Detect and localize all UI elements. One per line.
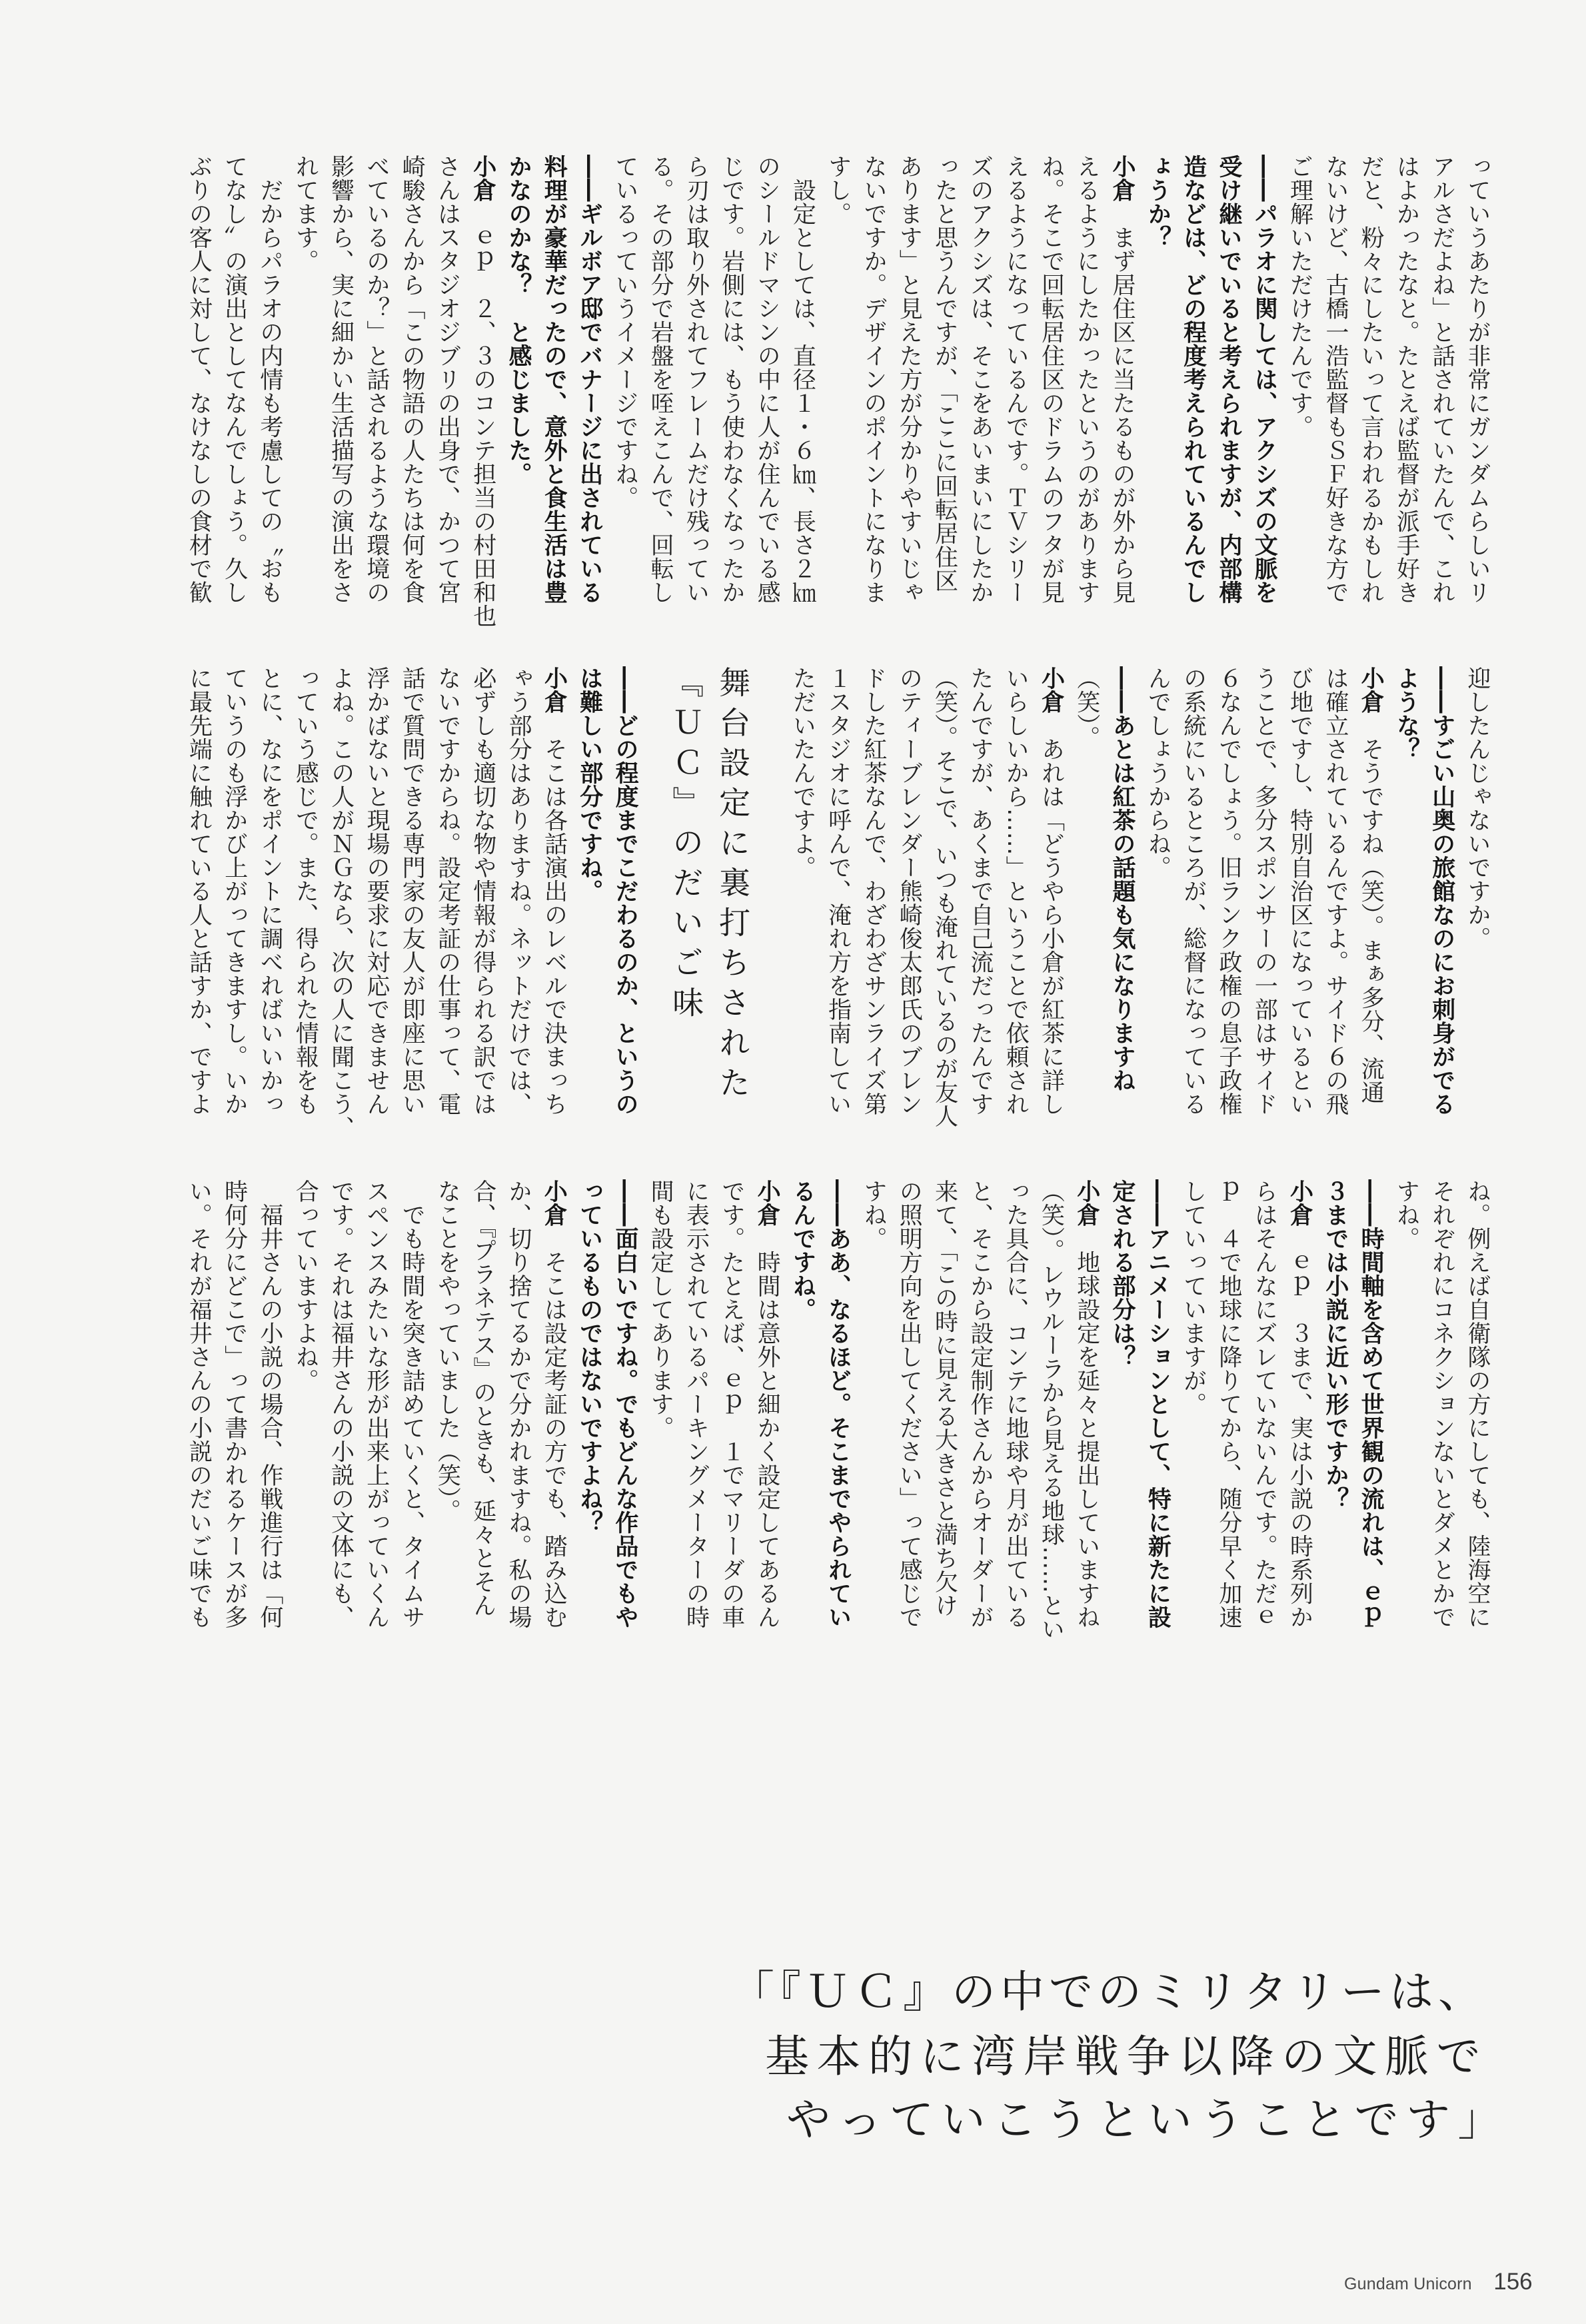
text-column: [252, 155, 287, 605]
text-column: [856, 155, 891, 605]
text-column: [1353, 155, 1388, 605]
text-column: [359, 1179, 394, 1630]
text-column: [359, 666, 394, 1117]
column-text: 受け継いでいると考えられますが、内部構: [1215, 155, 1242, 604]
text-column: [926, 666, 962, 1128]
interviewer-question-column: [1353, 1179, 1388, 1630]
column-text: に表示されているパーキングメーターの時: [682, 1179, 710, 1629]
text-column: [1459, 666, 1495, 1117]
column-text: ３までは小説に近い形ですか？: [1321, 1179, 1349, 1510]
column-text: 合、『プラネテス』のときも、延々とそん: [469, 1179, 496, 1617]
column-text: い。それが福井さんの小説のだいご味でも: [185, 1179, 213, 1629]
column-text: 話で質問できる専門家の友人が即座に思い: [398, 666, 426, 1116]
column-text: っていう感じで。また、得られた情報をも: [292, 666, 319, 1116]
interviewer-question-column: [1317, 1179, 1353, 1630]
text-column: [1246, 666, 1281, 1117]
text-column: [1140, 666, 1175, 1117]
column-text: んでしょうからね。: [1144, 666, 1172, 879]
column-text: ――アニメーションとして、特に新たに設: [1144, 1179, 1172, 1629]
column-text: すね。: [1393, 1179, 1420, 1251]
column-text: ――面白いですね。でもどんな作品でもや: [611, 1179, 638, 1629]
column-text: すし。: [824, 155, 852, 226]
text-column: [252, 1179, 287, 1630]
text-column: [464, 1179, 500, 1630]
column-text: ただいたんですよ。: [789, 666, 816, 879]
text-column: [1317, 666, 1353, 1117]
answer-column: [464, 155, 500, 628]
text-column: [1175, 1179, 1210, 1630]
column-text: ね。例えば自衛隊の方にしても、陸海空に: [1464, 1179, 1491, 1629]
text-column: [891, 1179, 926, 1630]
page-footer: [1344, 2269, 1533, 2295]
column-text: （笑）。: [1073, 666, 1100, 750]
answer-column: [1281, 1179, 1317, 1630]
text-column: [856, 1179, 891, 1630]
column-text: に最先端に触れている人と話すか、ですよ: [185, 666, 213, 1116]
column-text: 崎駿さんから「この物語の人たちは何を食: [398, 155, 426, 604]
column-text: なことをやっていました（笑）。: [434, 1179, 461, 1522]
column-text: 料理が豪華だったので、意外と食生活は豊: [540, 155, 568, 604]
text-column: [856, 666, 891, 1117]
text-column: [429, 1179, 464, 1630]
section-heading: [642, 666, 784, 1117]
column-text: ――パラオに関しては、アクシズの文脈を: [1251, 155, 1278, 604]
interviewer-question-column: [500, 155, 536, 605]
text-column: [394, 1179, 429, 1630]
text-column: [926, 155, 962, 605]
text-column: [678, 1179, 713, 1630]
interviewer-question-column: [536, 155, 571, 605]
text-column: [926, 1179, 962, 1630]
column-text: 来て、「この時に見える大きさと満ち欠け: [931, 1179, 958, 1617]
column-text: れてます。: [292, 155, 319, 273]
interviewer-question-column: [1140, 1179, 1175, 1630]
speaker-label: 小倉: [469, 155, 496, 202]
article-row-bottom: [181, 1179, 1495, 1641]
text-column: [500, 666, 536, 1117]
column-text: です。たとえば、ｅｐ １でマリーダの車: [718, 1179, 745, 1629]
text-column: [217, 666, 252, 1117]
column-text: ――時間軸を含めて世界観の流れは、ｅｐ: [1357, 1179, 1385, 1629]
answer-column: [749, 1179, 784, 1630]
column-text: だと、粉々にしたいって言われるかもしれ: [1357, 155, 1385, 604]
column-text: そこは設定考証の方でも、踏み込む: [540, 1227, 568, 1629]
column-text: ね。そこで回転居住区のドラムのフタが見: [1038, 155, 1065, 604]
interviewer-question-column: [607, 666, 642, 1117]
column-text: じです。岩側には、もう使わなくなったか: [718, 155, 745, 604]
column-text: あります」と見えた方が分かりやすいじゃ: [896, 155, 923, 604]
pull-quote-line: やっていこうということです」: [786, 2094, 1509, 2145]
text-column: [642, 1179, 678, 1630]
text-column: [962, 155, 998, 605]
column-text: ｐ ４で地球に降りてから、随分早く加速: [1215, 1179, 1242, 1629]
speaker-label: 小倉: [540, 1179, 568, 1227]
column-text: の照明方向を出してください」って感じで: [896, 1179, 923, 1629]
column-text: でも時間を突き詰めていくと、タイムサ: [398, 1179, 426, 1629]
column-text: と、そこから設定制作さんからオーダーが: [966, 1179, 994, 1629]
text-column: [1211, 666, 1246, 1117]
column-text: たんですが、あくまで自己流だったんです: [966, 666, 994, 1116]
column-text: のシールドマシンの中に人が住んでいる感: [754, 155, 781, 604]
column-text: の系統にいるところが、総督になっている: [1180, 666, 1207, 1116]
interviewer-question-column: [1140, 155, 1175, 605]
column-text: び地ですし、特別自治区になっているとい: [1286, 666, 1313, 1116]
column-text: 影響から、実に細かい生活描写の演出をさ: [327, 155, 355, 604]
column-text: ているっていうイメージですね。: [611, 155, 638, 510]
text-column: [1175, 666, 1210, 1117]
speaker-label: 小倉: [1109, 155, 1136, 202]
text-column: [784, 155, 820, 605]
column-text: かなのかな？ と感じました。: [504, 155, 532, 486]
column-text: ６なんでしょう。旧ランク政権の息子政権: [1215, 666, 1242, 1116]
article-row-top: [181, 155, 1495, 628]
interviewer-question-column: [1175, 155, 1210, 605]
column-text: か、切り捨てるかで分かれますね。私の場: [504, 1179, 532, 1629]
text-column: [323, 1179, 358, 1630]
interviewer-question-column: [1211, 155, 1246, 605]
text-column: [323, 155, 358, 605]
answer-column: [1033, 666, 1068, 1117]
answer-column: [1104, 155, 1140, 605]
column-text: ――ああ、なるほど。そこまでやられてい: [824, 1179, 852, 1629]
text-column: [891, 155, 926, 605]
text-column: [1388, 1179, 1423, 1630]
column-text: 地球設定を延々と提出していますね: [1073, 1227, 1100, 1629]
interviewer-question-column: [571, 666, 606, 1117]
column-text: ――ギルボア邸でバナージに出されている: [576, 155, 603, 604]
column-text: 間も設定してあります。: [647, 1179, 674, 1440]
interviewer-question-column: [1104, 666, 1140, 1117]
text-column: [323, 666, 358, 1139]
text-column: [962, 666, 998, 1117]
page-number: 156: [1493, 2269, 1533, 2295]
column-text: ったと思うんですが、「ここに回転居住区: [931, 155, 958, 592]
column-text: ないですか。デザインのポイントになりま: [860, 155, 887, 604]
speaker-label: 小倉: [1357, 666, 1385, 714]
column-text: だからパラオの内情も考慮しての〝おも: [256, 155, 283, 604]
text-column: [1246, 1179, 1281, 1630]
interviewer-question-column: [1388, 666, 1423, 1117]
text-column: [465, 666, 500, 1117]
column-text: していっていますが。: [1180, 1179, 1207, 1416]
text-column: [642, 155, 678, 605]
text-column: [1317, 155, 1353, 605]
column-text: ドした紅茶なんで、わざわざサンライズ第: [860, 666, 887, 1116]
text-column: [713, 155, 748, 605]
column-text: まず居住区に当たるものが外から見: [1109, 202, 1136, 604]
text-column: [1068, 666, 1104, 1117]
interviewer-question-column: [1104, 1179, 1140, 1630]
text-column: [394, 155, 429, 605]
text-column: [998, 1179, 1033, 1630]
column-text: 時何分にどこで」って書かれるケースが多: [221, 1179, 248, 1629]
column-text: ないですからね。設定考証の仕事って、電: [434, 666, 461, 1116]
column-text: ような？: [1393, 666, 1420, 761]
column-text: そうですね（笑）。まぁ多分、流通: [1357, 714, 1385, 1104]
answer-column: [1068, 1179, 1104, 1630]
column-text: ら刃は取り外されてフレームだけ残ってい: [682, 155, 710, 604]
column-text: １スタジオに呼んで、淹れ方を指南してい: [824, 666, 852, 1116]
column-text: ｅｐ ２、３のコンテ担当の村田和也: [469, 202, 496, 628]
column-text: よね。この人がＮＧなら、次の人に聞こう、: [327, 666, 355, 1139]
article-row-middle: [181, 666, 1495, 1139]
text-column: [998, 155, 1033, 605]
column-text: （笑）。そこで、いつも淹れているのが友人: [931, 666, 958, 1128]
text-column: [1423, 155, 1459, 605]
interviewer-question-column: [607, 1179, 642, 1630]
text-column: [784, 666, 820, 1117]
text-column: [1033, 155, 1068, 605]
text-column: [1033, 1179, 1068, 1641]
speaker-label: 小倉: [540, 666, 568, 714]
text-column: [287, 1179, 323, 1630]
text-column: [1459, 1179, 1495, 1630]
speaker-label: 小倉: [1038, 666, 1065, 714]
text-column: [500, 1179, 536, 1630]
column-text: 迎したんじゃないですか。: [1464, 666, 1491, 950]
interviewer-question-column: [784, 1179, 820, 1630]
interviewer-question-column: [1246, 155, 1281, 605]
text-column: [252, 666, 287, 1117]
column-text: ご理解いただけたんです。: [1286, 155, 1313, 438]
column-text: ズのアクシズは、そこをあいまいにしたか: [966, 155, 994, 604]
column-text: ――すごい山奥の旅館なのにお刺身がでる: [1428, 666, 1455, 1116]
column-text: えるようにしたかったというのがあります: [1073, 155, 1100, 604]
text-column: [394, 666, 429, 1117]
text-column: [891, 666, 926, 1117]
column-text: てなし〟の演出としてなんでしょう。久し: [221, 155, 248, 604]
answer-column: [1353, 666, 1388, 1117]
column-text: ――どの程度までこだわるのか、というの: [612, 666, 639, 1116]
column-text: ゃう部分はありますね。ネットだけでは、: [505, 666, 532, 1116]
speaker-label: 小倉: [1073, 1179, 1100, 1227]
column-text: 必ずしも適切な物や情報が得られる訳では: [469, 666, 496, 1116]
column-text: ないけど、古橋一浩監督もＳＦ好きな方で: [1321, 155, 1349, 604]
text-column: [820, 155, 855, 605]
column-text: えるようになっているんです。ＴＶシリー: [1002, 155, 1030, 604]
text-column: [287, 666, 323, 1117]
column-text: 定される部分は？: [1109, 1179, 1136, 1369]
column-text: る。その部分で岩盤を咥えこんで、回転し: [647, 155, 674, 604]
interviewer-question-column: [571, 1179, 606, 1630]
text-column: [1281, 666, 1317, 1117]
text-column: [216, 1179, 251, 1630]
text-column: [359, 155, 394, 605]
column-text: 合っていますよね。: [292, 1179, 319, 1393]
column-text: （笑）。レウルーラから見える地球……とい: [1038, 1179, 1065, 1641]
interviewer-question-column: [1423, 666, 1459, 1117]
magazine-title: Gundam Unicorn: [1344, 2275, 1472, 2293]
text-column: [1281, 155, 1317, 605]
column-text: です。それは福井さんの小説の文体にも、: [327, 1179, 355, 1629]
column-text: ――あとは紅茶の話題も気になりますね: [1109, 666, 1136, 1092]
column-text: っているものではないですよね？: [576, 1179, 603, 1534]
column-text: とに、なにをポイントに調べればいいかっ: [257, 666, 284, 1116]
column-text: はよかったなと。たとえば監督が派手好き: [1393, 155, 1420, 604]
column-text: 浮かばないと現場の要求に対応できません: [363, 666, 390, 1116]
column-text: 時間は意外と細かく設定してあるん: [754, 1227, 781, 1629]
column-text: スペンスみたいな形が出来上がっていくん: [363, 1179, 390, 1629]
column-text: あれは「どうやら小倉が紅茶に詳し: [1038, 714, 1065, 1116]
answer-column: [536, 1179, 571, 1630]
column-text: は確立されているんですよ。サイド６の飛: [1321, 666, 1349, 1116]
column-text: 設定としては、直径１・６㎞、長さ２㎞: [789, 155, 816, 604]
text-column: [181, 155, 216, 605]
column-text: うことで、多分スポンサーの一部はサイド: [1251, 666, 1278, 1116]
text-column: [998, 666, 1033, 1117]
column-text: さんはスタジオジブリの出身で、かつて宮: [434, 155, 461, 604]
text-column: [287, 155, 323, 605]
text-column: [429, 666, 464, 1117]
column-text: べているのか？」と話されるような環境の: [363, 155, 390, 604]
answer-column: [536, 666, 571, 1117]
column-text: アルさだよね」と話されていたんで、これ: [1428, 155, 1455, 604]
column-text: そこは各話演出のレベルで決まっち: [540, 714, 568, 1116]
column-text: ていうのも浮かび上がってきますし。いか: [221, 666, 248, 1116]
text-column: [678, 155, 713, 605]
text-column: [181, 666, 216, 1117]
interviewer-question-column: [571, 155, 606, 605]
text-column: [713, 1179, 748, 1630]
column-text: っていうあたりが非常にガンダムらしいリ: [1464, 155, 1491, 604]
pull-quote-line: 「『ＵＣ』の中でのミリタリーは、: [730, 1966, 1487, 2018]
text-column: [1459, 155, 1495, 605]
column-text: は難しい部分ですね。: [576, 666, 603, 903]
column-text: った具合に、コンテに地球や月が出ている: [1002, 1179, 1030, 1629]
text-column: [181, 1179, 216, 1630]
text-column: [216, 155, 251, 605]
column-text: ょうか？: [1144, 155, 1172, 249]
text-column: [1211, 1179, 1246, 1630]
pull-quote-line: 基本的に湾岸戦争以降の文脈で: [765, 2031, 1488, 2082]
text-column: [820, 666, 855, 1117]
text-column: [962, 1179, 998, 1630]
column-text: それぞれにコネクションないとダメとかで: [1428, 1179, 1455, 1629]
column-text: らはそんなにズレていないんです。ただｅ: [1251, 1179, 1278, 1629]
text-column: [1388, 155, 1423, 605]
column-text: 造などは、どの程度考えられているんでし: [1180, 155, 1207, 604]
column-text: 福井さんの小説の場合、作戦進行は「何: [256, 1179, 283, 1629]
column-text: いらしいから……」ということで依頼され: [1002, 666, 1030, 1116]
column-text: ｅｐ ３まで、実は小説の時系列か: [1286, 1227, 1313, 1629]
speaker-label: 小倉: [754, 1179, 781, 1227]
section-heading-line: 舞台設定に裏打ちされた: [714, 666, 751, 1106]
text-column: [1068, 155, 1104, 605]
text-column: [607, 155, 642, 605]
text-column: [1423, 1179, 1459, 1630]
text-column: [429, 155, 464, 605]
column-text: ぶりの客人に対して、なけなしの食材で歓: [185, 155, 213, 604]
interviewer-question-column: [820, 1179, 855, 1630]
column-text: るんですね。: [789, 1179, 816, 1321]
section-heading-line: 『ＵＣ』のだいご味: [667, 666, 704, 1026]
text-column: [749, 155, 784, 605]
speaker-label: 小倉: [1286, 1179, 1313, 1227]
column-text: すね。: [860, 1179, 887, 1251]
column-text: のティーブレンダー熊崎俊太郎氏のブレン: [896, 666, 923, 1116]
